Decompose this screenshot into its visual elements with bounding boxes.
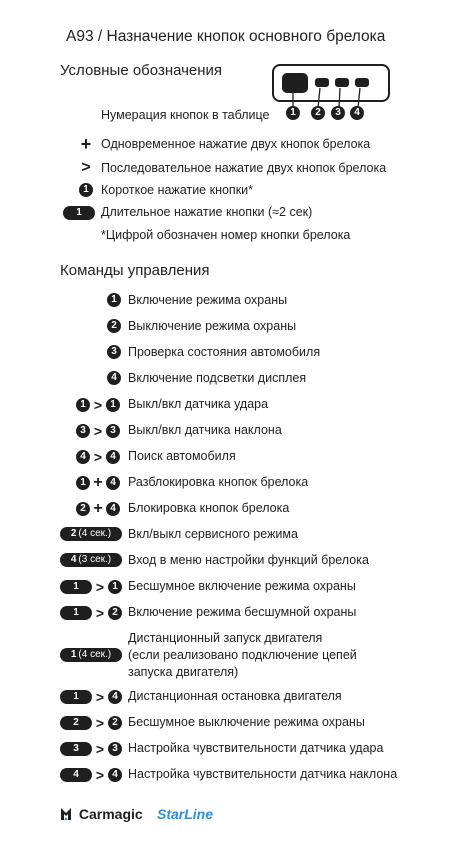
button-1-icon: 1 [107, 293, 121, 307]
command-silent-guard-mode: Включение режима бесшумной охраны [128, 605, 357, 619]
command-find-car: Поиск автомобиля [128, 449, 236, 463]
button-4-icon: 4 [106, 502, 120, 516]
legend-sequential: Последовательное нажатие двух кнопок брелока [101, 161, 387, 175]
command-shock-sensitivity: Настройка чувствительности датчика удара [128, 741, 384, 755]
long-press-1-icon: 1 [60, 580, 92, 594]
combo-long2-then-2 [60, 715, 122, 731]
button-3-icon: 3 [106, 424, 120, 438]
legend-short-press: Короткое нажатие кнопки* [101, 183, 254, 197]
combo-long1-then-1 [60, 579, 122, 595]
legend-simultaneous: Одновременное нажатие двух кнопок брелока [101, 137, 371, 151]
long-press-2-icon: 2 [60, 716, 92, 730]
combo-4-then-4 [76, 449, 120, 465]
button-number: 2 [70, 528, 77, 539]
button-4-icon: 4 [76, 450, 90, 464]
numbering-label: Нумерация кнопок в таблице [101, 108, 270, 122]
combo-long3-then-3 [60, 741, 122, 757]
combo-long1-then-4 [60, 689, 122, 705]
fob-number-3: 3 [331, 106, 345, 120]
command-fob-settings-menu: Вход в меню настройки функций брелока [128, 553, 369, 567]
greater-than-symbol: > [95, 689, 105, 705]
command-service-mode: Вкл/выкл сервисного режима [128, 527, 298, 541]
button-3-icon: 3 [107, 345, 121, 359]
remote-start-note-line-2: (если реализовано подключение цепей [128, 648, 357, 662]
remote-start-note-line-3: запуска двигателя) [128, 665, 239, 679]
long-press-1-4s [60, 648, 122, 662]
button-4-icon: 4 [106, 476, 120, 490]
fob-number-2: 2 [311, 106, 325, 120]
hold-duration: (3 сек.) [78, 554, 112, 565]
long-press-2-4s [60, 527, 122, 541]
command-tilt-sensitivity: Настройка чувствительности датчика наклона [128, 767, 398, 781]
hold-duration: (4 сек.) [78, 649, 112, 660]
button-number: 4 [70, 554, 77, 565]
button-2-icon: 2 [108, 716, 122, 730]
combo-3-then-3 [76, 423, 120, 439]
short-press-icon: 1 [79, 183, 93, 197]
long-press-1-icon: 1 [60, 606, 92, 620]
command-status-check: Проверка состояния автомобиля [128, 345, 321, 359]
button-4-icon: 4 [108, 690, 122, 704]
button-1-icon: 1 [108, 580, 122, 594]
greater-than-symbol: > [95, 741, 105, 757]
button-number: 1 [70, 649, 77, 660]
button-4-icon: 4 [108, 768, 122, 782]
plus-symbol: + [80, 134, 92, 154]
legend-footnote: *Цифрой обозначен номер кнопки брелока [101, 228, 351, 242]
greater-than-symbol: > [95, 579, 105, 595]
command-backlight: Включение подсветки дисплея [128, 371, 307, 385]
long-press-4-3s [60, 553, 122, 567]
greater-than-symbol: > [95, 605, 105, 621]
long-press-1-icon: 1 [60, 690, 92, 704]
greater-than-symbol: > [93, 423, 103, 439]
combo-2-plus-4 [76, 500, 120, 518]
combo-1-then-1 [76, 397, 120, 413]
legend-long-press: Длительное нажатие кнопки (≈2 сек) [101, 205, 313, 219]
carmagic-logo [60, 806, 143, 822]
combo-long4-then-4 [60, 767, 122, 783]
legend-heading: Условные обозначения [60, 62, 223, 79]
command-unlock-keys: Разблокировка кнопок брелока [128, 475, 309, 489]
commands-heading: Команды управления [60, 262, 210, 279]
command-disarm: Выключение режима охраны [128, 319, 297, 333]
long-press-3-icon: 3 [60, 742, 92, 756]
command-shock-sensor-toggle: Выкл/вкл датчика удара [128, 397, 269, 411]
button-2-icon: 2 [108, 606, 122, 620]
greater-than-symbol: > [95, 715, 105, 731]
button-1-icon: 1 [76, 476, 90, 490]
fob-number-1: 1 [286, 106, 300, 120]
combo-long1-then-2 [60, 605, 122, 621]
plus-symbol: + [93, 474, 103, 491]
command-remote-stop: Дистанционная остановка двигателя [128, 689, 342, 703]
long-press-icon: 1 [63, 206, 95, 220]
button-1-icon: 1 [76, 398, 90, 412]
button-1-icon: 1 [106, 398, 120, 412]
greater-than-symbol: > [95, 767, 105, 783]
greater-than-symbol: > [93, 449, 103, 465]
command-tilt-sensor-toggle: Выкл/вкл датчика наклона [128, 423, 282, 437]
command-silent-disarm: Бесшумное выключение режима охраны [128, 715, 365, 729]
fob-number-4: 4 [350, 106, 364, 120]
button-2-icon: 2 [107, 319, 121, 333]
command-arm: Включение режима охраны [128, 293, 288, 307]
button-2-icon: 2 [76, 502, 90, 516]
button-4-icon: 4 [106, 450, 120, 464]
button-4-icon: 4 [107, 371, 121, 385]
command-silent-arm: Бесшумное включение режима охраны [128, 579, 356, 593]
carmagic-logo-icon [60, 807, 72, 821]
combo-1-plus-4 [76, 474, 120, 492]
button-3-icon: 3 [108, 742, 122, 756]
plus-symbol: + [93, 500, 103, 517]
page-title: А93 / Назначение кнопок основного брелока [66, 28, 386, 45]
button-3-icon: 3 [76, 424, 90, 438]
starline-logo: StarLine [157, 806, 214, 822]
greater-than-symbol: > [93, 397, 103, 413]
hold-duration: (4 сек.) [78, 528, 112, 539]
greater-than-symbol: > [81, 159, 91, 176]
command-remote-start: Дистанционный запуск двигателя [128, 631, 323, 645]
long-press-4-icon: 4 [60, 768, 92, 782]
carmagic-wordmark: Carmagic [78, 806, 143, 822]
command-lock-keys: Блокировка кнопок брелока [128, 501, 290, 515]
